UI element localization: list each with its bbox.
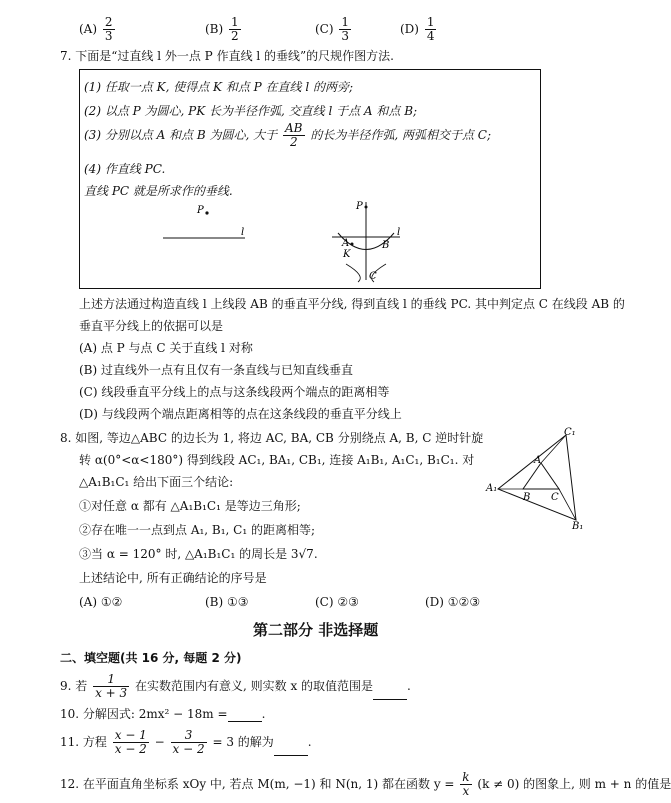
- label-a1: A₁: [486, 483, 498, 494]
- q7-explain-1: 上述方法通过构造直线 l 上线段 AB 的垂直平分线, 得到直线 l 的垂线 PC. 其中判定点 C 在线段 AB 的: [79, 297, 625, 311]
- arc-c-left: [346, 264, 360, 282]
- label-l-right: l: [397, 227, 401, 238]
- label-b1: B₁: [572, 521, 584, 532]
- segment-c-b1: [559, 489, 576, 520]
- q8-conclusion-3: ③当 α = 120° 时, △A₁B₁C₁ 的周长是 3√7.: [79, 547, 318, 561]
- point-p-right: [365, 206, 368, 209]
- label-l-left: l: [241, 227, 245, 238]
- q7-stem: 7. 下面是“过直线 l 外一点 P 作直线 l 的垂线”的尺规作图方法.: [60, 49, 394, 63]
- q12: 12. 在平面直角坐标系 xOy 中, 若点 M(m, −1) 和 N(n, 1) 都在函数 y = $\frac{k}{x}$ (k ≠ 0) 的图象上, 则 m + n 的值是: [60, 770, 671, 798]
- q6-option-d: (D) $\frac{1}{4}$: [400, 15, 435, 43]
- q7-option-d: (D) 与线段两个端点距离相等的点在这条线段的垂直平分线上: [79, 407, 402, 421]
- label-k: K: [343, 249, 351, 260]
- q8-option-c: (C) ②③: [315, 595, 359, 609]
- q8-option-d: (D) ①②③: [425, 595, 481, 609]
- point-p-left: [205, 211, 208, 214]
- step-4: (4) 作直线 PC.: [84, 162, 166, 176]
- label-b: B: [382, 240, 390, 251]
- q8-figure: [483, 425, 593, 535]
- label-c1: C₁: [564, 427, 576, 438]
- step-1: (1) 任取一点 K, 使得点 K 和点 P 在直线 l 的两旁;: [84, 80, 354, 94]
- q7-option-c: (C) 线段垂直平分线上的点与这条线段两个端点的距离相等: [79, 385, 390, 399]
- q8-conclusion-2: ②存在唯一一点到点 A₁, B₁, C₁ 的距离相等;: [79, 523, 316, 537]
- q6-option-b: (B) $\frac{1}{2}$: [205, 15, 239, 43]
- q9: 9. 若 $\frac{1}{x + 3}$ 在实数范围内有意义, 则实数 x 的取值范围是 .: [60, 672, 411, 700]
- q11: 11. 方程 $\frac{x - 1}{x - 2}$ − $\frac{3}{x - 2}$ = 3 的解为 .: [60, 728, 312, 756]
- step-2: (2) 以点 P 为圆心, PK 长为半径作弧, 交直线 l 于点 A 和点 B;: [84, 104, 418, 118]
- label-c: C: [551, 492, 559, 503]
- figure-left: [163, 205, 245, 238]
- q6-option-a: (A) $\frac{2}{3}$: [79, 15, 113, 43]
- q7-explain-2: 垂直平分线上的依据可以是: [79, 319, 224, 333]
- point-k: [351, 243, 354, 246]
- q8-conclusion-1: ①对任意 α 都有 △A₁B₁C₁ 是等边三角形;: [79, 499, 301, 513]
- q8-option-a: (A) ①②: [79, 595, 123, 609]
- q11-answer-blank[interactable]: [274, 743, 308, 756]
- q8-line-1: 8. 如图, 等边△ABC 的边长为 1, 将边 AC, BA, CB 分别绕点 A, B, C 逆时针旋: [60, 431, 484, 445]
- q6-option-c: (C) $\frac{1}{3}$: [315, 15, 350, 43]
- q7-option-b: (B) 过直线外一点有且仅有一条直线与已知直线垂直: [79, 363, 353, 377]
- q8-line-2: 转 α(0°<α<180°) 得到线段 AC₁, BA₁, CB₁, 连接 A₁B₁, A₁C₁, B₁C₁. 对: [79, 453, 475, 467]
- label-c: C: [369, 271, 377, 282]
- figure-right: [332, 201, 400, 282]
- q8-line-3: △A₁B₁C₁ 给出下面三个结论:: [79, 475, 234, 489]
- construction-figures: [80, 70, 540, 288]
- label-a: A: [342, 238, 350, 249]
- construction-box: [79, 69, 541, 289]
- segment-a-c1: [541, 435, 566, 463]
- label-a: A: [534, 455, 542, 466]
- triangle-a1b1c1: [498, 435, 576, 520]
- triangle-abc: [523, 463, 559, 489]
- q8-option-b: (B) ①③: [205, 595, 249, 609]
- construction-conclusion: 直线 PC 就是所求作的垂线.: [84, 184, 233, 198]
- label-p-right: P: [356, 201, 363, 212]
- q9-answer-blank[interactable]: [373, 687, 407, 700]
- section-fill-blank: 二、填空题(共 16 分, 每题 2 分): [60, 651, 242, 665]
- q8-ask: 上述结论中, 所有正确结论的序号是: [79, 571, 267, 585]
- q10-answer-blank[interactable]: [228, 709, 262, 722]
- label-b: B: [523, 492, 531, 503]
- step-3: (3) 分别以点 A 和点 B 为圆心, 大于 $\frac{AB}{2}$ 的长为半径作弧, 两弧相交于点 C;: [84, 121, 491, 149]
- q7-option-a: (A) 点 P 与点 C 关于直线 l 对称: [79, 341, 253, 355]
- q10: 10. 分解因式: 2mx² − 18m = .: [60, 707, 266, 721]
- part2-title: 第二部分 非选择题: [253, 621, 379, 639]
- label-p-left: P: [197, 205, 204, 216]
